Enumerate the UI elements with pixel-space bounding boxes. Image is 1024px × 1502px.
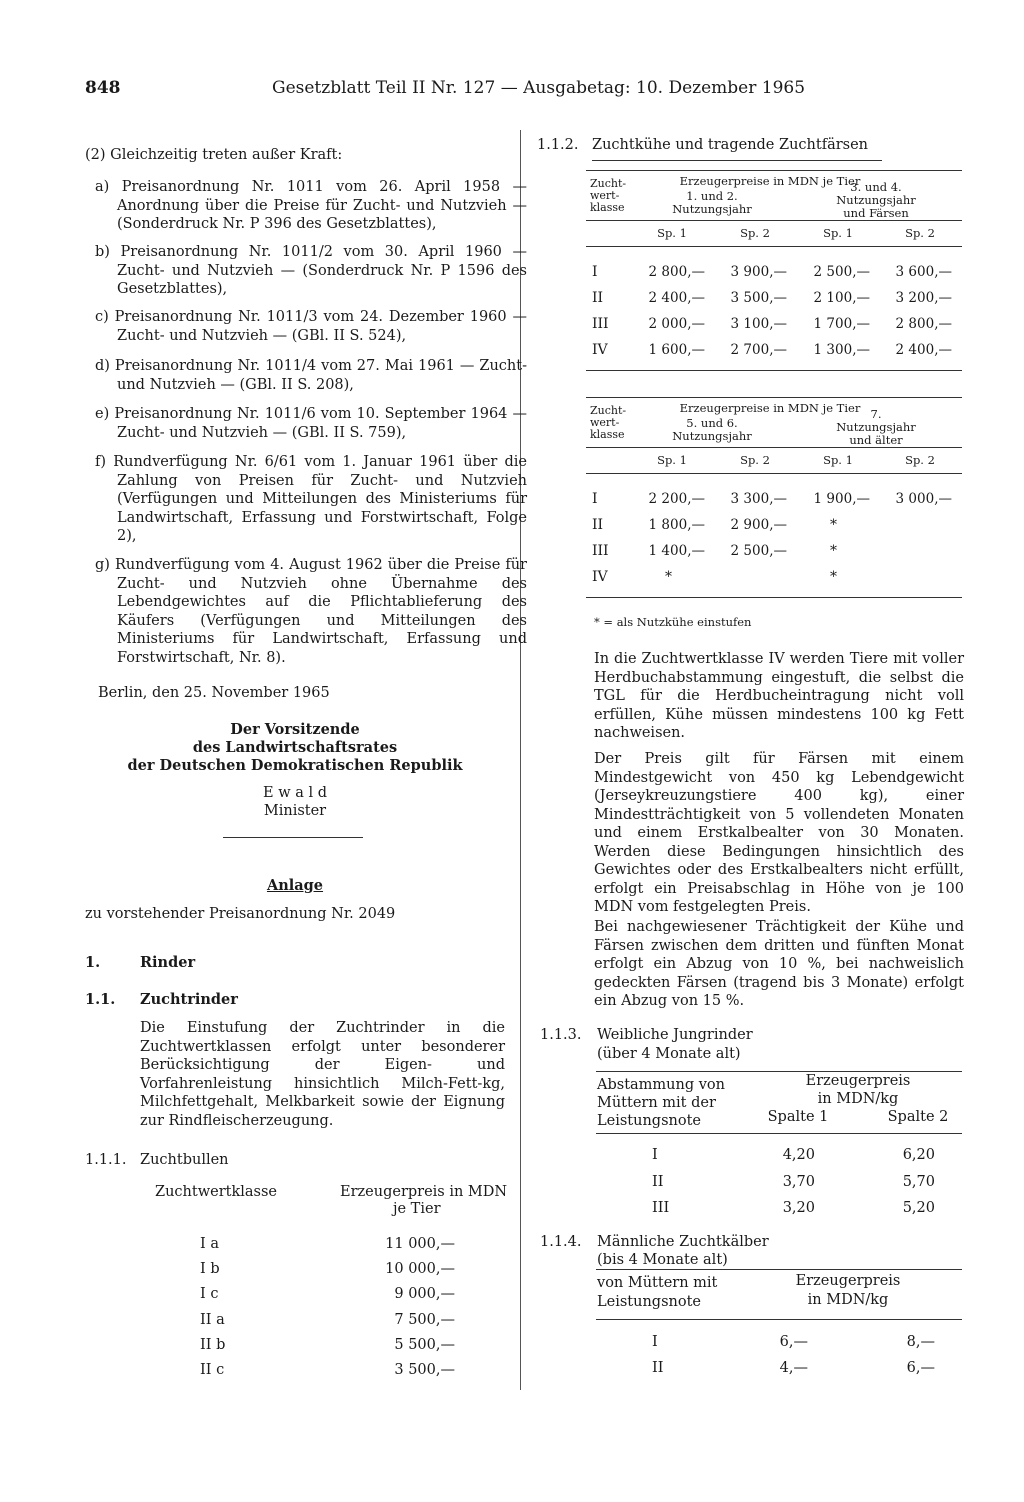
table-row-klasse: III	[592, 316, 609, 332]
table-cell-price: 3 000,—	[895, 491, 952, 507]
table-sub-rule	[586, 473, 962, 474]
table-cell-price: 2 400,—	[648, 290, 705, 306]
calf-row-note: II	[652, 1360, 664, 1376]
section-1-1-1-number: 1.1.1.	[85, 1152, 127, 1168]
heifer-header-spalte-2: Spalte 2	[887, 1109, 949, 1125]
table-cell-price: 2 100,—	[813, 290, 870, 306]
heifer-cell-price: 3,70	[782, 1173, 815, 1190]
table-top-rule	[586, 397, 962, 398]
table-header-klasse: Zucht- wert- klasse	[590, 404, 627, 441]
date-line: Berlin, den 25. November 1965	[98, 685, 330, 701]
section-1-number: 1.	[85, 954, 101, 971]
table-header-spalte: Sp. 2	[740, 226, 770, 240]
heifer-row-note: I	[652, 1147, 658, 1163]
repeal-item-d: d) Preisanordnung Nr. 1011/4 vom 27. Mai 1961 — Zucht- und Nutzvieh — (GBl. II S. 208),	[95, 358, 527, 393]
heifer-header-price: Erzeugerpreis in MDN/kg	[805, 1073, 911, 1107]
section-1-1-3-subtitle: (über 4 Monate alt)	[597, 1046, 741, 1062]
table-cell-asterisk: *	[830, 517, 837, 533]
anlage-subtitle: zu vorstehender Preisanordnung Nr. 2049	[85, 906, 396, 922]
signature-line-2: des Landwirtschaftsrates	[192, 739, 398, 756]
table-cell-asterisk: *	[830, 543, 837, 559]
repeal-item-e: e) Preisanordnung Nr. 1011/6 vom 10. September 1964 — Zucht- und Nutzvieh — (GBl. II S. 759),	[95, 406, 527, 441]
table-header-rule	[586, 220, 962, 221]
heifer-cell-price: 3,20	[782, 1200, 815, 1216]
table-sub-rule	[586, 246, 962, 247]
table-row-klasse: II	[592, 290, 604, 306]
signature-role: Minister	[263, 803, 327, 819]
heifer-cell-price: 5,20	[902, 1200, 935, 1216]
table-header-rule	[596, 1319, 962, 1320]
table-row-klasse: I	[592, 491, 598, 507]
table-header-spalte: Sp. 1	[823, 453, 853, 467]
bull-row-klasse: II b	[200, 1336, 226, 1353]
table-cell-asterisk: *	[830, 569, 837, 585]
section-1-1-4-title: Männliche Zuchtkälber	[597, 1234, 769, 1250]
table-bottom-rule	[586, 370, 962, 371]
table-row-klasse: III	[592, 543, 609, 559]
table-cell-price: 2 800,—	[648, 264, 705, 280]
calf-row-note: I	[652, 1334, 658, 1350]
heifer-row-note: III	[652, 1200, 670, 1216]
table-cell-price: 2 800,—	[895, 316, 952, 332]
table-cell-price: 3 500,—	[730, 290, 787, 306]
repeal-intro: (2) Gleichzeitig treten außer Kraft:	[85, 147, 343, 163]
table-cell-price: 3 100,—	[730, 316, 787, 332]
heifer-header-spalte-1: Spalte 1	[767, 1109, 829, 1125]
table-header-group-2: 3. und 4. Nutzungsjahr und Färsen	[836, 180, 916, 220]
bull-row-price: 10 000,—	[385, 1261, 455, 1278]
table-cell-price: 2 500,—	[730, 543, 787, 559]
bull-row-price: 7 500,—	[394, 1311, 455, 1328]
table-cell-asterisk: *	[665, 569, 672, 585]
table-header-spalte: Sp. 1	[823, 226, 853, 240]
table-header-group-2: 7. Nutzungsjahr und älter	[836, 407, 916, 447]
section-1-title: Rinder	[140, 954, 196, 971]
calf-cell-price: 6,—	[906, 1360, 935, 1376]
section-1-1-4-number: 1.1.4.	[540, 1234, 582, 1250]
section-1-1-number: 1.1.	[85, 991, 116, 1008]
section-1-1-2-number: 1.1.2.	[537, 137, 579, 153]
bull-row-klasse: II a	[200, 1311, 225, 1328]
bull-row-klasse: I a	[200, 1236, 219, 1252]
table-header-main: Erzeugerpreise in MDN je Tier	[679, 401, 861, 415]
paragraph-abzug: Bei nachgewiesener Trächtigkeit der Kühe und Färsen zwischen dem dritten und fünften Monat erfolgt ein Abzug von 10 %, bei nachweislich gedeckten Färsen (tragend bis 3 Monate) erfolgt ein Abzug von 15 %.	[594, 919, 964, 1009]
table-header-rule	[596, 1133, 962, 1134]
calf-header-abstammung: von Müttern mit Leistungsnote	[597, 1275, 718, 1310]
table-header-spalte: Sp. 2	[905, 453, 935, 467]
calf-cell-price: 4,—	[779, 1360, 808, 1376]
table-header-group-1: 5. und 6. Nutzungsjahr	[672, 416, 752, 443]
signature-name: E w a l d	[263, 785, 327, 801]
bull-col-klasse: Zuchtwertklasse	[155, 1184, 277, 1200]
heifer-row-note: II	[652, 1173, 664, 1190]
signature-rule	[223, 837, 363, 838]
heifer-cell-price: 6,20	[902, 1147, 935, 1163]
cow-table-footnote: * = als Nutzkühe einstufen	[594, 615, 752, 629]
table-header-spalte: Sp. 1	[657, 226, 687, 240]
section-1-1-title: Zuchtrinder	[140, 991, 238, 1008]
table-cell-price: 3 900,—	[730, 264, 787, 280]
table-header-klasse: Zucht- wert- klasse	[590, 177, 627, 214]
table-header-spalte: Sp. 2	[905, 226, 935, 240]
paragraph-klasse-iv: In die Zuchtwertklasse IV werden Tiere mit voller Herdbuchabstammung eingestuft, die selbst die TGL für die Herdbucheintragung nicht voll erfüllen, Kühe müssen mindestens 100 kg Fett nachweisen.	[594, 651, 964, 741]
table-row-klasse: IV	[592, 342, 608, 358]
table-header-spalte: Sp. 2	[740, 453, 770, 467]
table-cell-price: 1 400,—	[648, 543, 705, 559]
table-cell-price: 1 700,—	[813, 316, 870, 332]
calf-header-price: Erzeugerpreis in MDN/kg	[795, 1273, 901, 1308]
table-cell-price: 2 900,—	[730, 517, 787, 533]
heifer-cell-price: 5,70	[902, 1173, 935, 1190]
repeal-item-a: a) Preisanordnung Nr. 1011 vom 26. April 1958 — Anordnung über die Preise für Zucht- und Nutzvieh — (Sonderdruck Nr. P 396 des Gesetzblattes),	[95, 179, 527, 232]
section-1-1-3-number: 1.1.3.	[540, 1027, 582, 1043]
table-cell-price: 1 800,—	[648, 517, 705, 533]
bull-row-price: 3 500,—	[394, 1362, 455, 1378]
bull-col-price-unit: je Tier	[393, 1201, 441, 1217]
section-1-1-1-title: Zuchtbullen	[140, 1152, 229, 1168]
table-cell-price: 3 600,—	[895, 264, 952, 280]
table-cell-price: 2 000,—	[648, 316, 705, 332]
table-row-klasse: II	[592, 517, 604, 533]
table-cell-price: 1 600,—	[648, 342, 705, 358]
bull-col-price: Erzeugerpreis in MDN	[340, 1184, 508, 1200]
table-top-rule	[586, 170, 962, 171]
heifer-cell-price: 4,20	[782, 1147, 815, 1163]
section-1-1-3-title: Weibliche Jungrinder	[597, 1027, 753, 1043]
repeal-item-f: f) Rundverfügung Nr. 6/61 vom 1. Januar 1961 über die Zahlung von Preisen für Zucht- und Nutzvieh (Verfügungen und Mitteilungen des Ministeriums für Landwirtschaft, Erfassung und Forstwirtschaft, Folge 2),	[95, 454, 527, 544]
bull-row-price: 11 000,—	[385, 1236, 455, 1252]
bull-row-klasse: II c	[200, 1362, 225, 1378]
table-cell-price: 3 300,—	[730, 491, 787, 507]
table-top-rule	[596, 1269, 962, 1270]
table-header-rule	[586, 447, 962, 448]
table-cell-price: 2 400,—	[895, 342, 952, 358]
table-cell-price: 2 500,—	[813, 264, 870, 280]
repeal-item-b: b) Preisanordnung Nr. 1011/2 vom 30. April 1960 — Zucht- und Nutzvieh — (Sonderdruck Nr. P 1596 des Gesetzblattes),	[95, 244, 527, 297]
section-1-1-4-subtitle: (bis 4 Monate alt)	[597, 1252, 728, 1268]
table-cell-price: 3 200,—	[895, 290, 952, 306]
repeal-item-g: g) Rundverfügung vom 4. August 1962 über die Preise für Zucht- und Nutzvieh ohne Übernahme des Lebendgewichtes auf die Pflichtablieferung des Käufers (Verfügungen und Mitteilungen des Ministeriums für Landwirtschaft, Erfassung und Forstwirtschaft, Nr. 8).	[95, 557, 527, 666]
anlage-heading: Anlage	[266, 877, 324, 894]
bull-row-klasse: I b	[200, 1261, 220, 1278]
bull-row-klasse: I c	[200, 1286, 219, 1303]
section-1-1-text: Die Einstufung der Zuchtrinder in die Zuchtwertklassen erfolgt unter besonderer Berücksichtigung der Eigen- und Vorfahrenleistung hinsichtlich Milch-Fett-kg, Milchfettgehalt, Melkbarkeit sowie der Eignung zur Rindfleischerzeugung.	[140, 1020, 505, 1129]
table-row-klasse: I	[592, 264, 598, 280]
table-cell-price: 2 700,—	[730, 342, 787, 358]
table-header-spalte: Sp. 1	[657, 453, 687, 467]
page-number: 848	[85, 78, 121, 98]
calf-cell-price: 6,—	[779, 1334, 808, 1350]
signature-line-3: der Deutschen Demokratischen Republik	[127, 757, 463, 774]
signature-line-1: Der Vorsitzende	[230, 721, 360, 738]
table-cell-price: 1 300,—	[813, 342, 870, 358]
bull-row-price: 9 000,—	[394, 1286, 455, 1303]
page-title: Gesetzblatt Teil II Nr. 127 — Ausgabetag: 10. Dezember 1965	[272, 78, 806, 98]
calf-cell-price: 8,—	[906, 1334, 935, 1350]
table-header-group-1: 1. und 2. Nutzungsjahr	[672, 189, 752, 216]
table-cell-price: 1 900,—	[813, 491, 870, 507]
title-underline	[592, 160, 882, 161]
paragraph-faersen: Der Preis gilt für Färsen mit einem Mindestgewicht von 450 kg Lebendgewicht (Jerseykreuzungstiere 400 kg), einer Mindestträchtigkeit von 5 vollendeten Monaten und einem Erstkalbealter von 30 Monaten. Werden diese Bedingungen hinsichtlich des Gewichtes oder des Erstkalbealters nicht erfüllt, erfolgt ein Preisabschlag in Höhe von je 100 MDN vom festgelegten Preis.	[594, 751, 964, 915]
table-header-main: Erzeugerpreise in MDN je Tier	[679, 174, 861, 188]
bull-row-price: 5 500,—	[394, 1336, 455, 1353]
table-cell-price: 2 200,—	[648, 491, 705, 507]
repeal-item-c: c) Preisanordnung Nr. 1011/3 vom 24. Dezember 1960 — Zucht- und Nutzvieh — (GBl. II S. 524),	[95, 309, 527, 344]
section-1-1-2-title: Zuchtkühe und tragende Zuchtfärsen	[592, 137, 869, 153]
table-row-klasse: IV	[592, 569, 608, 585]
heifer-header-abstammung: Abstammung von Müttern mit der Leistungsnote	[597, 1077, 725, 1129]
table-bottom-rule	[586, 597, 962, 598]
